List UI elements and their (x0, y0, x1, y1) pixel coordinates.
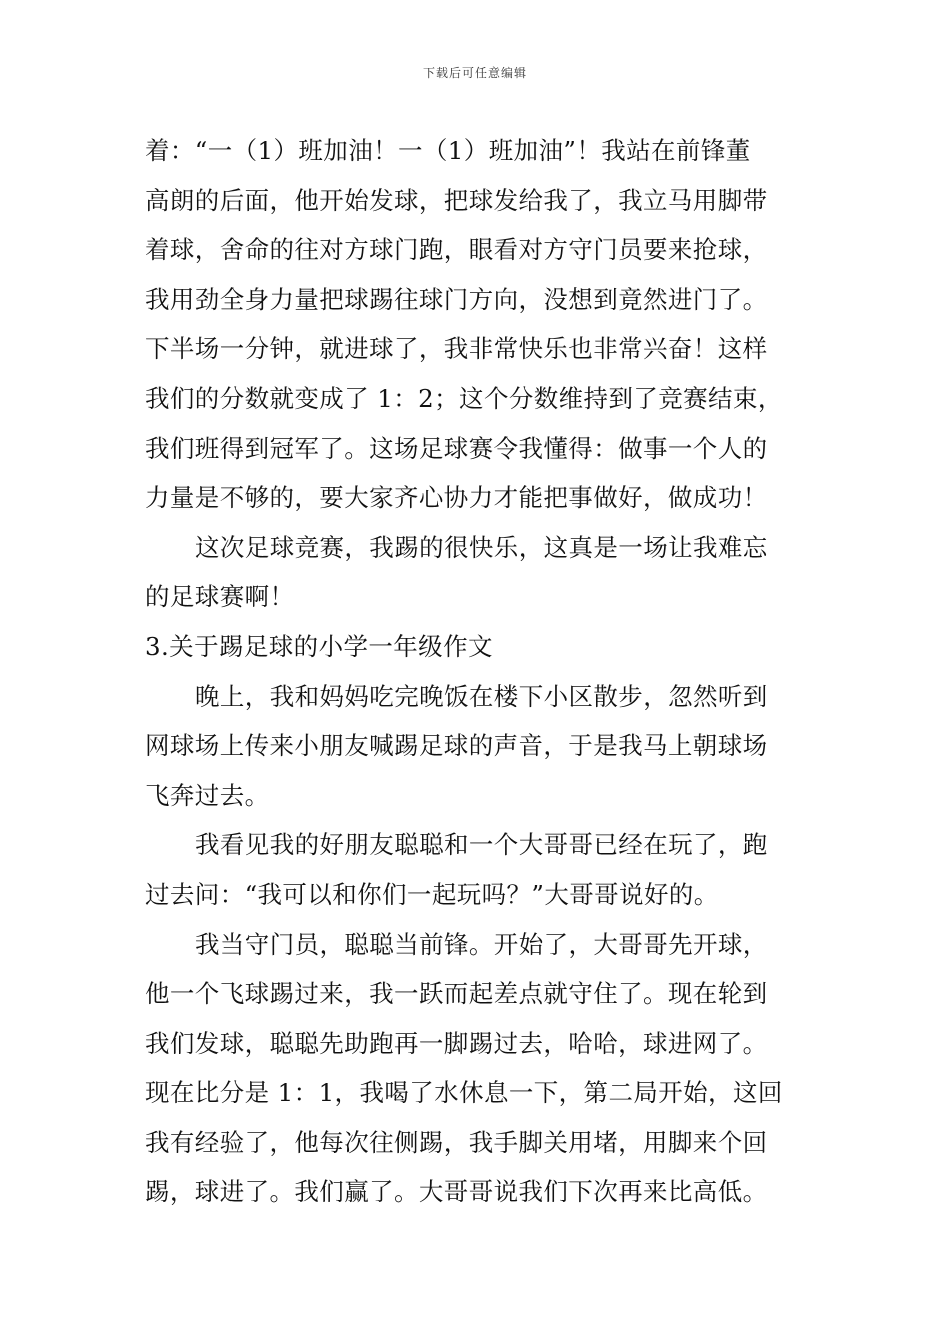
text-line: 力量是不够的，要大家齐心协力才能把事做好，做成功！ (145, 483, 768, 513)
text-line: 这次足球竞赛，我踢的很快乐，这真是一场让我难忘 (195, 532, 768, 562)
text-line: 我用劲全身力量把球踢往球门方向，没想到竟然进门了。 (145, 284, 768, 314)
text-line: 我有经验了，他每次往侧踢，我手脚关用堵，用脚来个回 (145, 1127, 768, 1157)
text-line: 下半场一分钟，就进球了，我非常快乐也非常兴奋！这样 (145, 334, 768, 364)
document-body (145, 126, 805, 1217)
text-line: 我们发球，聪聪先助跑再一脚踢过去，哈哈，球进网了。 (145, 1028, 768, 1058)
text-line: 网球场上传来小朋友喊踢足球的声音，于是我马上朝球场 (145, 731, 768, 761)
text-line: 现在比分是 1：1，我喝了水休息一下，第二局开始，这回 (145, 1078, 783, 1108)
text-line: 我看见我的好朋友聪聪和一个大哥哥已经在玩了，跑 (195, 830, 768, 860)
text-line: 踢，球进了。我们赢了。大哥哥说我们下次再来比高低。 (145, 1177, 768, 1207)
page-header-note: 下载后可任意编辑 (422, 66, 527, 80)
text-line: 我们的分数就变成了 1：2；这个分数维持到了竞赛结束， (145, 383, 783, 413)
text-line: 过去问：“我可以和你们一起玩吗？”大哥哥说好的。 (145, 879, 719, 909)
text-line: 着球，舍命的往对方球门跑，眼看对方守门员要来抢球， (145, 235, 768, 265)
section-heading: 3.关于踢足球的小学一年级作文 (145, 631, 493, 661)
text-line: 高朗的后面，他开始发球，把球发给我了，我立马用脚带 (145, 185, 768, 215)
text-line: 我当守门员，聪聪当前锋。开始了，大哥哥先开球， (195, 929, 768, 959)
text-line: 我们班得到冠军了。这场足球赛令我懂得：做事一个人的 (145, 433, 768, 463)
text-line: 着：“一（1）班加油！一（1）班加油”！我站在前锋董 (145, 136, 751, 165)
text-line: 飞奔过去。 (145, 780, 270, 810)
text-line: 的足球赛啊！ (145, 582, 295, 612)
text-line: 晚上，我和妈妈吃完晚饭在楼下小区散步，忽然听到 (195, 681, 768, 711)
text-line: 他一个飞球踢过来，我一跃而起差点就守住了。现在轮到 (145, 979, 768, 1009)
